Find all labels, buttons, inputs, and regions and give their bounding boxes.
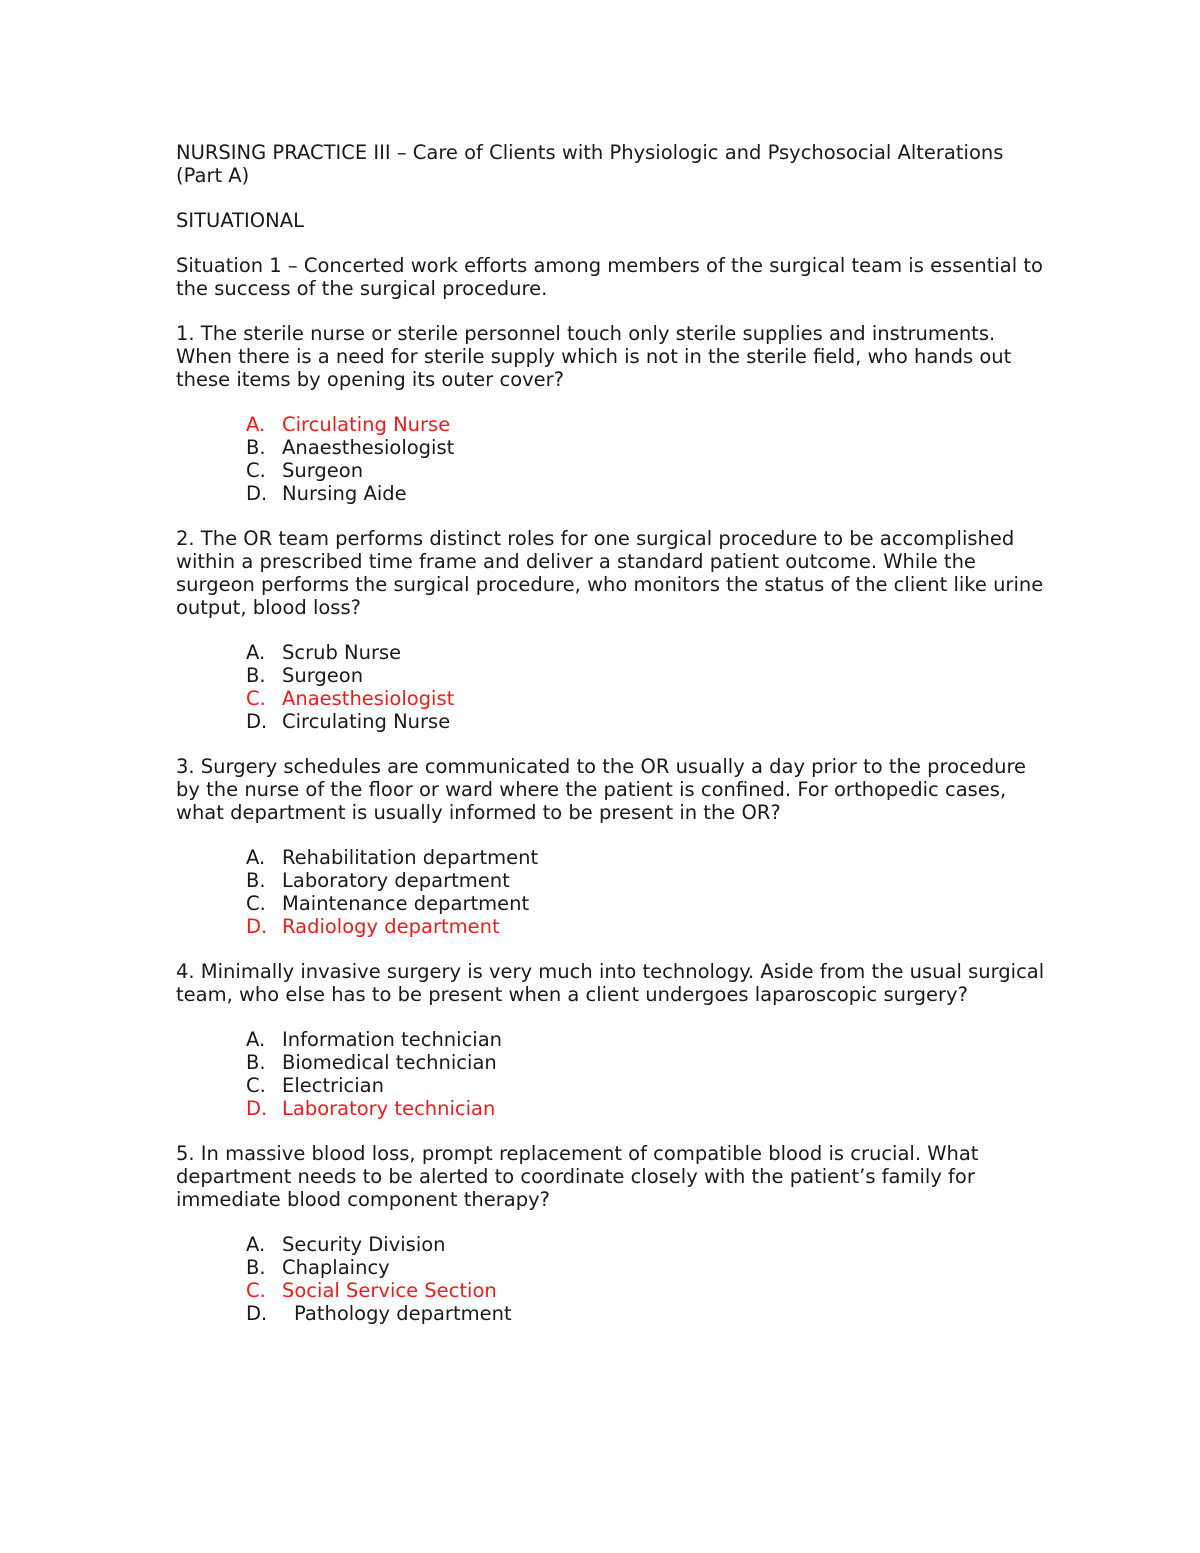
section-heading: SITUATIONAL: [176, 209, 304, 232]
question-5-options: [176, 1233, 1046, 1325]
document-title: NURSING PRACTICE III – Care of Clients with Physiologic and Psychosocial Alterations (Part A): [176, 141, 1010, 187]
option-text: Biomedical technician: [282, 1051, 497, 1074]
option-letter: A.: [246, 846, 266, 869]
question-2-text: 2. The OR team performs distinct roles for one surgical procedure to be accomplished within a prescribed time frame and deliver a standard patient outcome. While the surgeon performs the surgical procedure, who monitors the status of the client like urine output, blood loss?: [176, 527, 1050, 619]
option-item: [246, 915, 1046, 938]
option-item: [246, 1256, 1046, 1279]
option-text: Scrub Nurse: [282, 641, 402, 664]
option-item: [246, 482, 1046, 505]
option-text: Nursing Aide: [282, 482, 407, 505]
option-text: Circulating Nurse: [282, 413, 451, 436]
option-letter: A.: [246, 1233, 266, 1256]
option-letter: A.: [246, 1028, 266, 1051]
question-1-text: 1. The sterile nurse or sterile personnel touch only sterile supplies and instruments. When there is a need for sterile supply which is not in the sterile field, who hands out these items by opening its outer cover?: [176, 322, 1018, 391]
option-letter: B.: [246, 869, 266, 892]
option-item: [246, 1051, 1046, 1074]
option-text: Surgeon: [282, 459, 364, 482]
option-letter: A.: [246, 413, 266, 436]
option-item: [246, 846, 1046, 869]
option-item: [246, 892, 1046, 915]
option-letter: C.: [246, 892, 266, 915]
option-letter: D.: [246, 915, 268, 938]
option-text: Circulating Nurse: [282, 710, 451, 733]
situation-text: Situation 1 – Concerted work efforts among members of the surgical team is essential to the success of the surgical procedure.: [176, 254, 1050, 300]
question-5-text: 5. In massive blood loss, prompt replacement of compatible blood is crucial. What department needs to be alerted to coordinate closely with the patient’s family for immediate blood component therapy?: [176, 1142, 985, 1211]
option-item: [246, 664, 1046, 687]
option-letter: C.: [246, 1279, 266, 1302]
option-item: [246, 413, 1046, 436]
option-letter: D.: [246, 1302, 268, 1325]
option-item: [246, 1302, 1046, 1325]
option-letter: D.: [246, 710, 268, 733]
question-1-options: [176, 413, 1046, 505]
question-4-options: [176, 1028, 1046, 1120]
option-text: Security Division: [282, 1233, 446, 1256]
option-item: [246, 1097, 1046, 1120]
question-4-text: 4. Minimally invasive surgery is very much into technology. Aside from the usual surgical team, who else has to be present when a client undergoes laparoscopic surgery?: [176, 960, 1051, 1006]
option-text: Anaesthesiologist: [282, 436, 455, 459]
option-item: [246, 1279, 1046, 1302]
option-text: Electrician: [282, 1074, 384, 1097]
option-item: [246, 436, 1046, 459]
option-text: Laboratory department: [282, 869, 510, 892]
option-text: Pathology department: [294, 1302, 512, 1325]
option-item: [246, 869, 1046, 892]
option-item: [246, 687, 1046, 710]
question-3-text: 3. Surgery schedules are communicated to the OR usually a day prior to the procedure by the nurse of the floor or ward where the patient is confined. For orthopedic cases, what department is usually informed to be present in the OR?: [176, 755, 1033, 824]
option-letter: B.: [246, 436, 266, 459]
option-letter: C.: [246, 459, 266, 482]
option-letter: C.: [246, 687, 266, 710]
option-item: [246, 710, 1046, 733]
document-page: [176, 141, 1051, 1347]
option-letter: C.: [246, 1074, 266, 1097]
option-text: Information technician: [282, 1028, 503, 1051]
option-text: Anaesthesiologist: [282, 687, 455, 710]
option-item: [246, 1028, 1046, 1051]
option-text: Rehabilitation department: [282, 846, 539, 869]
option-text: Chaplaincy: [282, 1256, 390, 1279]
option-letter: D.: [246, 1097, 268, 1120]
option-item: [246, 1074, 1046, 1097]
option-letter: B.: [246, 1051, 266, 1074]
option-item: [246, 641, 1046, 664]
option-item: [246, 1233, 1046, 1256]
option-letter: B.: [246, 664, 266, 687]
option-text: Social Service Section: [282, 1279, 497, 1302]
option-text: Laboratory technician: [282, 1097, 496, 1120]
option-letter: A.: [246, 641, 266, 664]
question-3-options: [176, 846, 1046, 938]
option-letter: B.: [246, 1256, 266, 1279]
option-text: Radiology department: [282, 915, 500, 938]
option-text: Maintenance department: [282, 892, 530, 915]
option-letter: D.: [246, 482, 268, 505]
option-item: [246, 459, 1046, 482]
option-text: Surgeon: [282, 664, 364, 687]
question-2-options: [176, 641, 1046, 733]
